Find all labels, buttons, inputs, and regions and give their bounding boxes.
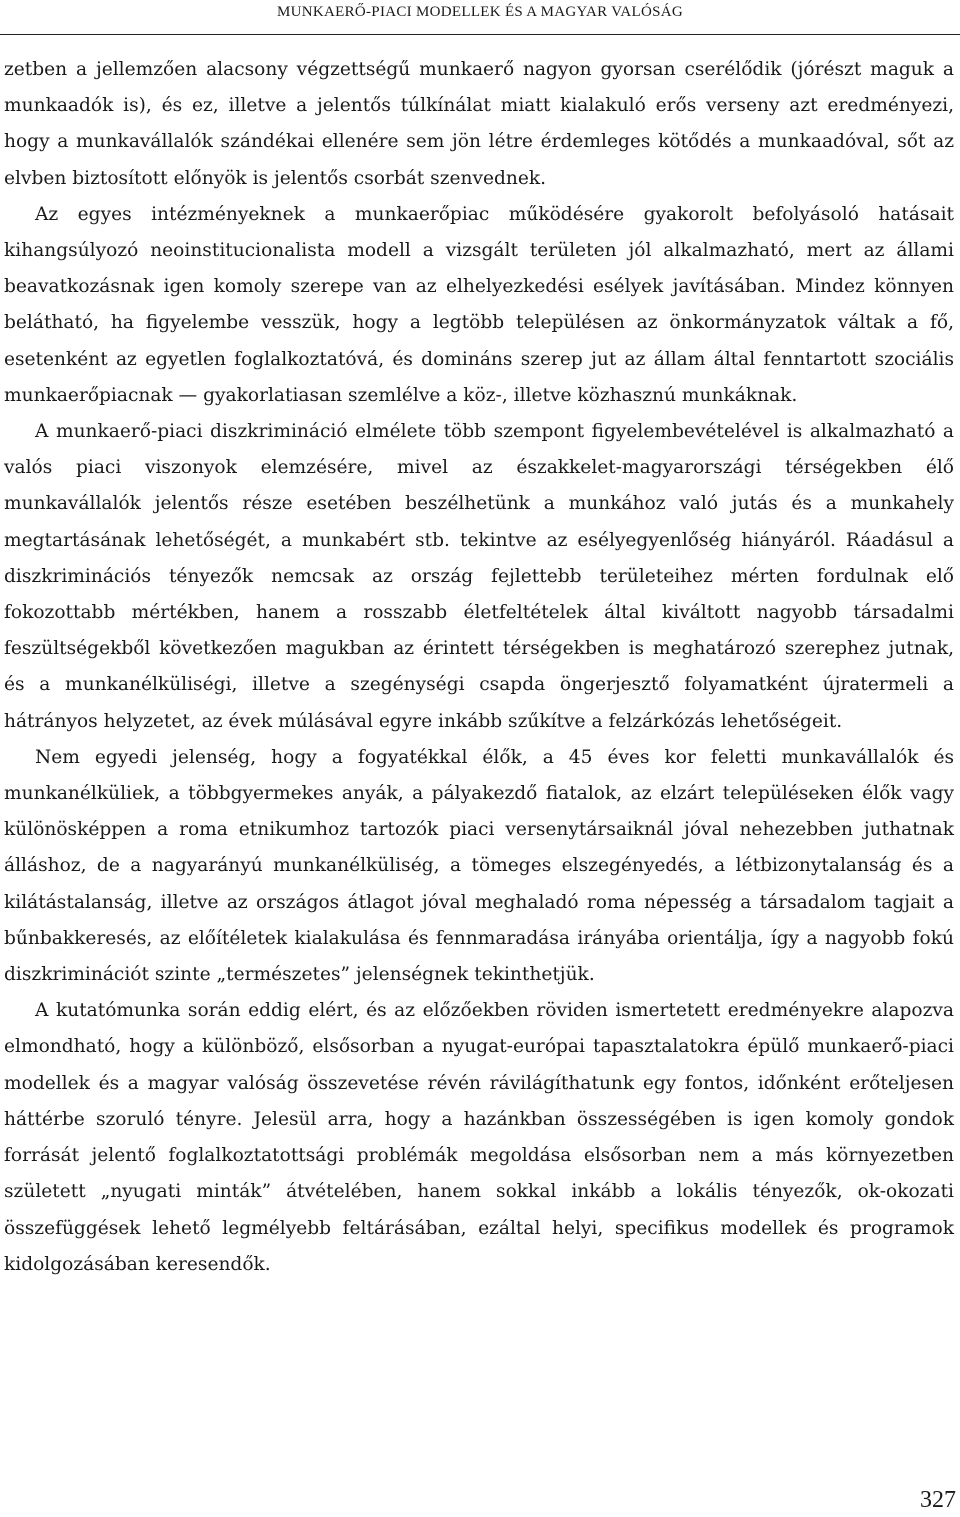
- page-number: 327: [920, 1487, 956, 1513]
- paragraph-conclusion: A kutatómunka során eddig elért, és az előzőekben röviden ismertetett eredményekre alapozva elmondható, hogy a különböző, elsősorban a nyugat-európai tapasztalatokra épülő munkaerő-piaci modellek és a magyar valóság összevetése révén rávilágíthatunk egy fontos, időnként erőteljesen háttérbe szoruló tényre. Jelesül arra, hogy a hazánkban összességében is igen komoly gondok forrását jelentő foglalkoztatottsági problémák megoldása elsősorban nem a más környezetben született „nyugati minták” átvételében, hanem sokkal inkább a lokális tényezők, ok-okozati összefüggések lehető legmélyebb feltárásában, ezáltal helyi, specifikus modellek és programok kidolgozásában keresendők.: [4, 1000, 954, 1275]
- paragraph-neoinstitutional-model: Az egyes intézményeknek a munkaerőpiac működésére gyakorolt befolyásoló hatásait kihangsúlyozó neoinstitucionalista modell a vizsgált területen jól alkalmazható, mert az állami beavatkozásnak igen komoly szerepe van az elhelyezkedési esélyek javításában. Mindez könnyen belátható, ha figyelembe vesszük, hogy a legtöbb településen az önkormányzatok váltak a fő, esetenként az egyetlen foglalkoztatóvá, és domináns szerep jut az állam által fenntartott szociális munkaerőpiacnak — gyakorlatiasan szemlélve a köz-, illetve közhasznú munkáknak.: [4, 203, 954, 406]
- paragraph-continuation: zetben a jellemzően alacsony végzettségű munkaerő nagyon gyorsan cserélődik (jórészt maguk a munkaadók is), és ez, illetve a jelentős túlkínálat miatt kialakuló erős verseny azt eredményezi, hogy a munkavállalók szándékai ellenére sem jön létre érdemleges kötődés a munkaadóval, sőt az elvben biztosított előnyök is jelentős csorbát szenvednek.: [4, 59, 954, 189]
- paragraph-disadvantaged-groups: Nem egyedi jelenség, hogy a fogyatékkal élők, a 45 éves kor feletti munkavállalók és munkanélküliek, a többgyermekes anyák, a pályakezdő fiatalok, az elzárt településeken élők vagy különösképpen a roma etnikumhoz tartozók piaci versenytársaiknál jóval nehezebben juthatnak álláshoz, de a nagyarányú munkanélküliség, a tömeges elszegényedés, a létbizonytalanság és a kilátástalanság, illetve az országos átlagot jóval meghaladó roma népesség a társadalom tagjait a bűnbakkeresés, az előítéletek kialakulása és fennmaradása irányába orientálja, így a nagyobb fokú diszkriminációt szinte „természetes” jelenségnek tekinthetjük.: [4, 746, 954, 986]
- paragraph-discrimination-theory: A munkaerő-piaci diszkrimináció elmélete több szempont figyelembevételével is alkalmazható a valós piaci viszonyok elemzésére, mivel az északkelet-magyarországi térségekben élő munkavállalók jelentős része esetében beszélhetünk a munkához való jutás és a munkahely megtartásának lehetőségét, a munkabért stb. tekintve az esélyegyenlőség hiányáról. Ráadásul a diszkriminációs tényezők nemcsak az ország fejlettebb területeihez mérten fordulnak elő fokozottabb mértékben, hanem a rosszabb életfeltételek által kiváltott nagyobb társadalmi feszültségekből következően magukban az érintett térségekben is meghatározó szerephez jutnak, és a munkanélküliségi, illetve a szegénységi csapda öngerjesztő folyamatként újratermeli a hátrányos helyzetet, az évek múlásával egyre inkább szűkítve a felzárkózás lehetőségeit.: [4, 421, 954, 732]
- body-text: [4, 52, 954, 1283]
- header-rule: [0, 34, 960, 35]
- running-header: MUNKAERŐ-PIACI MODELLEK ÉS A MAGYAR VALÓSÁG: [276, 4, 684, 20]
